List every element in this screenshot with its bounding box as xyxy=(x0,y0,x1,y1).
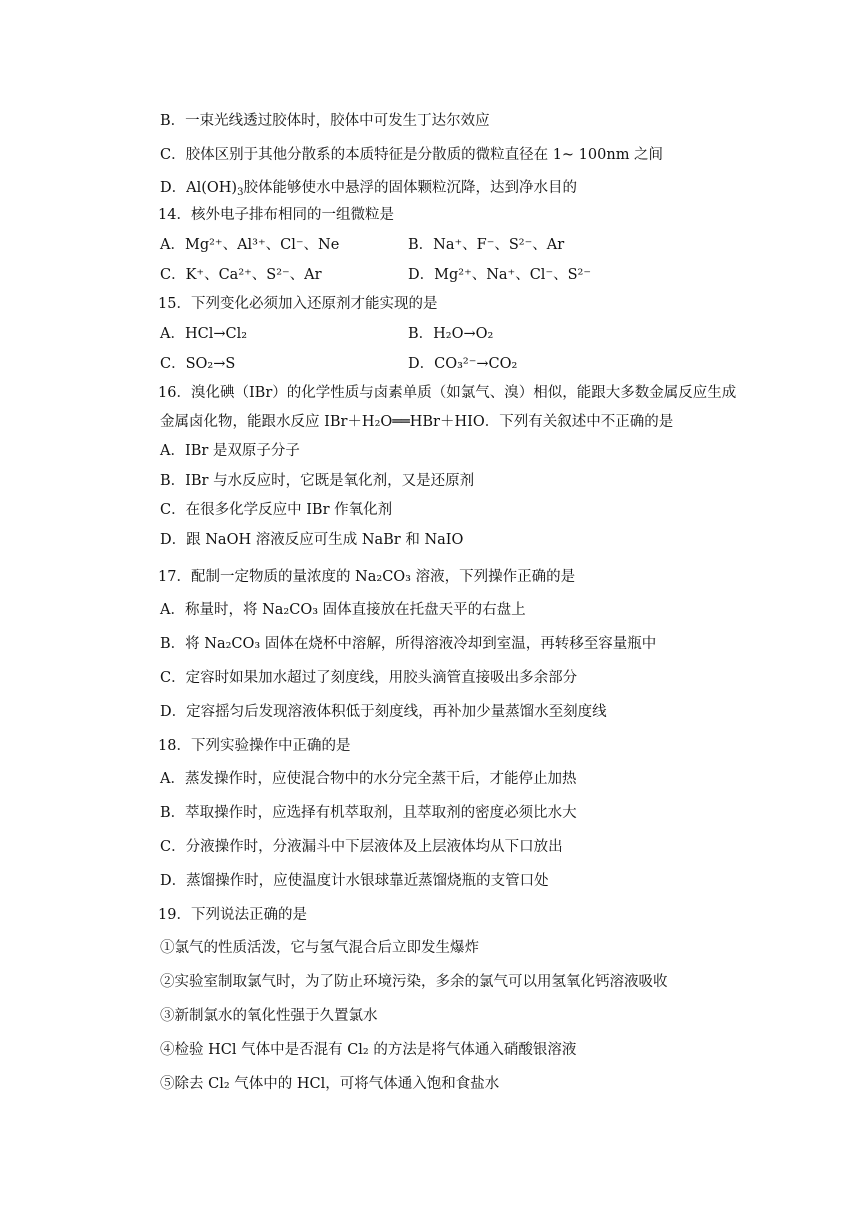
q16-option-a: A．IBr 是双原子分子 xyxy=(160,443,300,459)
q18-option-d: D．蒸馏操作时，应使温度计水银球靠近蒸馏烧瓶的支管口处 xyxy=(160,873,549,889)
q13-option-b: B．一束光线透过胶体时，胶体中可发生丁达尔效应 xyxy=(160,113,490,129)
q16-option-b: B．IBr 与水反应时，它既是氧化剂，又是还原剂 xyxy=(160,473,475,489)
q14-option-d: D．Mg²⁺、Na⁺、Cl⁻、S²⁻ xyxy=(408,267,591,283)
q18-option-a: A．蒸发操作时，应使混合物中的水分完全蒸干后，才能停止加热 xyxy=(160,771,577,787)
q13-option-c: C．胶体区别于其他分散系的本质特征是分散质的微粒直径在 1~ 100nm 之间 xyxy=(160,147,664,163)
q13-option-d xyxy=(160,178,577,198)
q18-option-c: C．分液操作时，分液漏斗中下层液体及上层液体均从下口放出 xyxy=(160,839,563,855)
q14-stem: 14．核外电子排布相同的一组微粒是 xyxy=(158,207,394,223)
q14-option-a: A．Mg²⁺、Al³⁺、Cl⁻、Ne xyxy=(160,237,340,253)
q13-option-d-text: 胶体能够使水中悬浮的固体颗粒沉降，达到净水目的 xyxy=(243,180,577,196)
q16-stem-line2: 金属卤化物，能跟水反应 IBr＋H₂O══HBr＋HIO．下列有关叙述中不正确的是 xyxy=(160,414,674,430)
q19-statement-2: ②实验室制取氯气时，为了防止环境污染，多余的氯气可以用氢氧化钙溶液吸收 xyxy=(160,974,668,990)
q16-stem-line1: 16．溴化碘（IBr）的化学性质与卤素单质（如氯气、溴）相似，能跟大多数金属反应生成 xyxy=(158,385,737,401)
q19-statement-4: ④检验 HCl 气体中是否混有 Cl₂ 的方法是将气体通入硝酸银溶液 xyxy=(160,1042,577,1058)
q15-option-b: B．H₂O→O₂ xyxy=(408,326,494,342)
q14-option-b: B．Na⁺、F⁻、S²⁻、Ar xyxy=(408,237,565,253)
q16-option-c: C．在很多化学反应中 IBr 作氧化剂 xyxy=(160,502,393,518)
q19-statement-1: ①氯气的性质活泼，它与氢气混合后立即发生爆炸 xyxy=(160,940,479,956)
q15-option-c: C．SO₂→S xyxy=(160,356,236,372)
q18-option-b: B．萃取操作时，应选择有机萃取剂，且萃取剂的密度必须比水大 xyxy=(160,805,577,821)
q15-stem: 15．下列变化必须加入还原剂才能实现的是 xyxy=(158,296,438,312)
q19-statement-5: ⑤除去 Cl₂ 气体中的 HCl，可将气体通入饱和食盐水 xyxy=(160,1076,500,1092)
q17-stem: 17．配制一定物质的量浓度的 Na₂CO₃ 溶液，下列操作正确的是 xyxy=(158,569,576,585)
q13-option-d-subscript: 3 xyxy=(237,187,244,198)
q17-option-c: C．定容时如果加水超过了刻度线，用胶头滴管直接吸出多余部分 xyxy=(160,670,578,686)
q13-option-d-prefix: D．Al(OH) xyxy=(160,180,238,196)
q18-stem: 18．下列实验操作中正确的是 xyxy=(158,738,351,754)
q15-option-a: A．HCl→Cl₂ xyxy=(160,326,248,342)
q19-stem: 19．下列说法正确的是 xyxy=(158,907,307,923)
q14-option-c: C．K⁺、Ca²⁺、S²⁻、Ar xyxy=(160,267,322,283)
q17-option-a: A．称量时，将 Na₂CO₃ 固体直接放在托盘天平的右盘上 xyxy=(160,602,526,618)
q16-option-d: D．跟 NaOH 溶液反应可生成 NaBr 和 NaIO xyxy=(160,532,464,548)
q17-option-d: D．定容摇匀后发现溶液体积低于刻度线，再补加少量蒸馏水至刻度线 xyxy=(160,704,607,720)
q17-option-b: B．将 Na₂CO₃ 固体在烧杯中溶解，所得溶液冷却到室温，再转移至容量瓶中 xyxy=(160,636,657,652)
q19-statement-3: ③新制氯水的氧化性强于久置氯水 xyxy=(160,1008,378,1024)
q15-option-d: D．CO₃²⁻→CO₂ xyxy=(408,356,518,372)
